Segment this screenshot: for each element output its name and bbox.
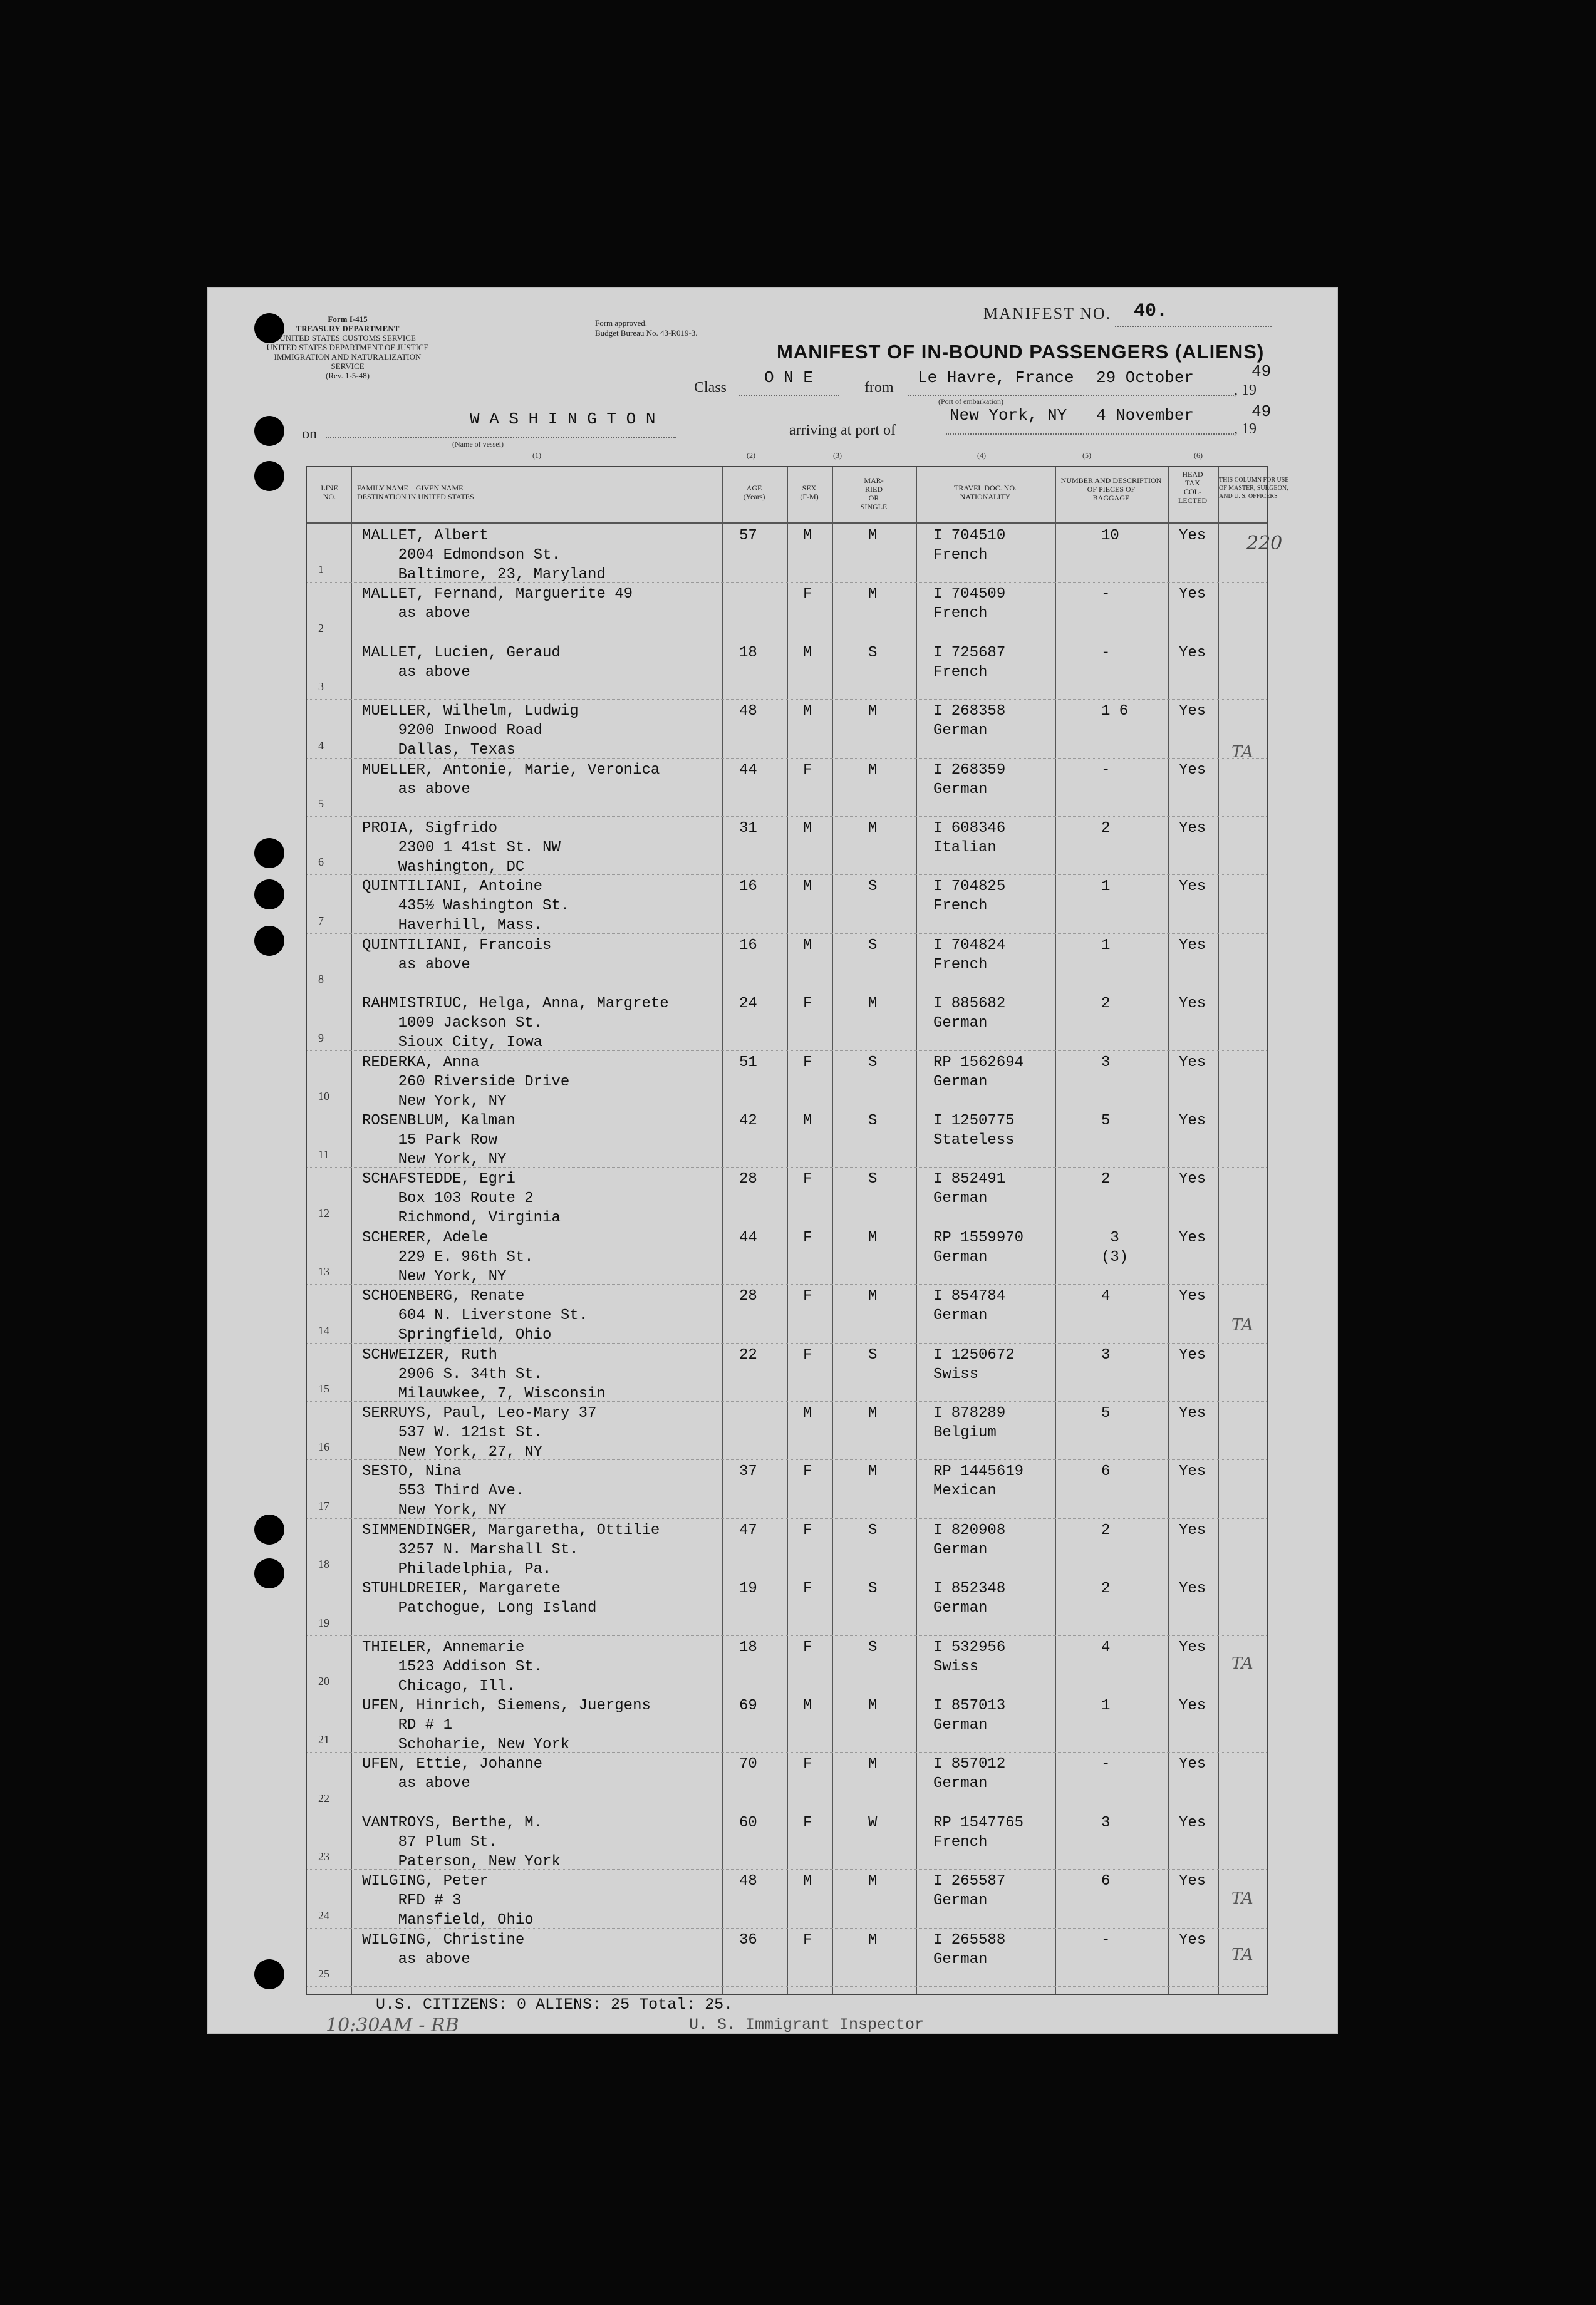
head-tax: Yes [1179, 1112, 1206, 1129]
arrival-port: New York, NY [950, 406, 1067, 425]
baggage-count: 10 [1101, 527, 1119, 544]
passenger-name: STUHLDREIER, Margarete Patchogue, Long Island [362, 1580, 597, 1617]
travel-document: I 532956 Swiss [933, 1639, 1006, 1676]
marital-status: S [868, 1171, 878, 1188]
passenger-name: SERRUYS, Paul, Leo-Mary 37 537 W. 121st St. New York, 27, NY [362, 1405, 597, 1461]
travel-document: I 854784 German [933, 1288, 1006, 1325]
revision: (Rev. 1-5-48) [326, 371, 370, 380]
line-number: 5 [318, 797, 324, 810]
officer-notes: 220 [1246, 532, 1283, 554]
line-number: 23 [318, 1850, 329, 1863]
travel-document: RP 1547765 French [933, 1814, 1024, 1851]
travel-document: I 725687 French [933, 644, 1006, 681]
from-port: Le Havre, France [918, 368, 1074, 387]
passenger-age: 36 [739, 1931, 757, 1949]
table-row [307, 1869, 1267, 1928]
col-num-6: (6) [1194, 451, 1203, 460]
passenger-age: 19 [739, 1580, 757, 1598]
baggage-count: 1 [1101, 1697, 1111, 1714]
passenger-name: WILGING, Peter RFD # 3 Mansfield, Ohio [362, 1873, 534, 1929]
marital-status: M [868, 995, 878, 1013]
head-tax: Yes [1179, 1873, 1206, 1890]
passenger-sex: F [803, 1229, 812, 1246]
head-tax: Yes [1179, 1463, 1206, 1481]
passenger-age: 16 [739, 936, 757, 954]
table-row [307, 1518, 1267, 1577]
passenger-age: 60 [739, 1814, 757, 1831]
line-number: 24 [318, 1909, 329, 1922]
line-number: 17 [318, 1499, 329, 1512]
form-approval [595, 318, 698, 338]
travel-document: I 268359 German [933, 761, 1006, 798]
passenger-name: UFEN, Hinrich, Siemens, Juergens RD # 1 Schoharie, New York [362, 1697, 651, 1753]
passenger-sex: F [803, 1171, 812, 1188]
col-num-4: (4) [977, 451, 986, 460]
handwritten-ta: TA [1231, 1316, 1253, 1335]
passenger-sex: F [803, 1814, 812, 1831]
passenger-name: SCHWEIZER, Ruth 2906 S. 34th St. Milauwkee, 7, Wisconsin [362, 1346, 606, 1402]
document-title: MANIFEST OF IN-BOUND PASSENGERS (ALIENS) [777, 341, 1265, 363]
baggage-count: 5 [1101, 1112, 1111, 1129]
table-row [307, 1459, 1267, 1518]
passenger-sex: F [803, 1580, 812, 1598]
passenger-name: ROSENBLUM, Kalman 15 Park Row New York, NY [362, 1112, 516, 1168]
marital-status: S [868, 1521, 878, 1539]
head-tax: Yes [1179, 1580, 1206, 1598]
passenger-name: SCHERER, Adele 229 E. 96th St. New York, NY [362, 1229, 534, 1285]
travel-document: I 857012 German [933, 1756, 1006, 1793]
passenger-sex: M [803, 644, 812, 661]
table-row [307, 1050, 1267, 1109]
table-row [307, 699, 1267, 758]
passenger-sex: F [803, 1931, 812, 1949]
form-approved: Form approved. [595, 318, 648, 328]
passenger-name: RAHMISTRIUC, Helga, Anna, Margrete 1009 Jackson St. Sioux City, Iowa [362, 995, 669, 1052]
head-tax: Yes [1179, 761, 1206, 779]
summary-line: U.S. CITIZENS: 0 ALIENS: 25 Total: 25. [376, 1996, 733, 2014]
head-tax: Yes [1179, 1931, 1206, 1949]
passenger-name: WILGING, Christine as above [362, 1931, 525, 1968]
line-number: 7 [318, 914, 324, 927]
passenger-age: 37 [739, 1463, 757, 1481]
passenger-sex: F [803, 1521, 812, 1539]
travel-document: I 852491 German [933, 1171, 1006, 1208]
line-number: 22 [318, 1791, 329, 1805]
table-row [307, 582, 1267, 641]
passenger-name: UFEN, Ettie, Johanne as above [362, 1756, 543, 1793]
head-tax: Yes [1179, 1229, 1206, 1246]
passenger-sex: M [803, 1112, 812, 1129]
table-row [307, 524, 1283, 583]
passenger-sex: M [803, 1873, 812, 1890]
travel-document: RP 1559970 German [933, 1229, 1024, 1266]
table-body [307, 524, 1283, 1994]
baggage-count: 2 [1101, 1171, 1111, 1188]
head-tax: Yes [1179, 1639, 1206, 1656]
line-number: 9 [318, 1031, 324, 1044]
table-row [307, 874, 1267, 933]
punch-hole [254, 1959, 284, 1989]
marital-status: S [868, 1580, 878, 1598]
col-married-header: MAR- RIED OR SINGLE [860, 476, 888, 511]
head-tax: Yes [1179, 1814, 1206, 1831]
table-row [307, 1167, 1267, 1226]
head-tax: Yes [1179, 1405, 1206, 1422]
col-officers-header: THIS COLUMN FOR USE OF MASTER, SURGEON, AND U. S. OFFICERS [1219, 477, 1289, 500]
baggage-count: 2 [1101, 820, 1111, 837]
passenger-sex: M [803, 1405, 812, 1422]
travel-document: I 852348 German [933, 1580, 1006, 1617]
travel-document: RP 1562694 German [933, 1054, 1024, 1090]
handwritten-ta: TA [1231, 1654, 1253, 1673]
table-row [307, 1635, 1267, 1694]
from-label: from [864, 380, 894, 396]
baggage-count: 6 [1101, 1873, 1111, 1890]
passenger-age: 24 [739, 995, 757, 1013]
table-row [307, 1401, 1267, 1460]
marital-status: M [868, 703, 878, 720]
inspector-signature-line: U. S. Immigrant Inspector [689, 2016, 925, 2034]
line-number: 18 [318, 1558, 329, 1571]
baggage-count: 3 (3) [1101, 1229, 1129, 1266]
marital-status: M [868, 1931, 878, 1949]
line-number: 2 [318, 621, 324, 635]
class-value: O N E [764, 368, 814, 387]
passenger-sex: M [803, 820, 812, 837]
baggage-count: 2 [1101, 995, 1111, 1013]
marital-status: M [868, 586, 878, 603]
head-tax: Yes [1179, 586, 1206, 603]
passenger-name: MUELLER, Wilhelm, Ludwig 9200 Inwood Road Dallas, Texas [362, 703, 579, 759]
agency-header [263, 314, 432, 380]
punch-hole [254, 1558, 284, 1588]
head-tax: Yes [1179, 703, 1206, 720]
travel-document: I 1250775 Stateless [933, 1112, 1015, 1149]
head-tax: Yes [1179, 1054, 1206, 1071]
table-row [307, 1694, 1267, 1753]
line-number: 19 [318, 1616, 329, 1629]
line-number: 3 [318, 680, 324, 693]
line-number: 21 [318, 1733, 329, 1746]
arrival-year: 49 [1251, 402, 1272, 421]
handwritten-ta: TA [1231, 743, 1253, 762]
manifest-sheet [207, 287, 1338, 2034]
passenger-age: 57 [739, 527, 757, 544]
line-number: 12 [318, 1206, 329, 1220]
passenger-age: 51 [739, 1054, 757, 1071]
col-line-header: LINE NO. [321, 484, 338, 501]
head-tax: Yes [1179, 527, 1206, 544]
passenger-sex: F [803, 586, 812, 603]
line-number: 4 [318, 738, 324, 752]
passenger-name: MALLET, Lucien, Geraud as above [362, 644, 561, 681]
marital-status: M [868, 1229, 878, 1246]
marital-status: M [868, 1405, 878, 1422]
passenger-name: MALLET, Albert 2004 Edmondson St. Baltimore, 23, Maryland [362, 527, 606, 583]
col-age-header: AGE (Years) [743, 484, 765, 501]
marital-status: S [868, 1054, 878, 1071]
baggage-count: - [1101, 586, 1111, 603]
marital-status: S [868, 936, 878, 954]
passenger-name: SIMMENDINGER, Margaretha, Ottilie 3257 N. Marshall St. Philadelphia, Pa. [362, 1521, 660, 1578]
head-tax: Yes [1179, 820, 1206, 837]
passenger-name: QUINTILIANI, Antoine 435½ Washington St. Haverhill, Mass. [362, 878, 570, 935]
passenger-name: QUINTILIANI, Francois as above [362, 936, 552, 973]
table-row [307, 1109, 1267, 1168]
travel-document: I 704510 French [933, 527, 1006, 564]
marital-status: S [868, 878, 878, 896]
travel-document: I 704825 French [933, 878, 1006, 915]
line-number: 13 [318, 1265, 329, 1278]
table-row [307, 816, 1267, 875]
handwritten-ta: TA [1231, 1889, 1253, 1908]
col-tax-header: HEAD TAX COL- LECTED [1178, 470, 1207, 505]
passenger-sex: M [803, 1697, 812, 1714]
marital-status: S [868, 644, 878, 661]
baggage-count: 4 [1101, 1288, 1111, 1305]
line-number: 20 [318, 1674, 329, 1687]
marital-status: S [868, 1112, 878, 1129]
marital-status: M [868, 527, 878, 544]
table-row [307, 1752, 1267, 1811]
line-number: 6 [318, 856, 324, 869]
ins-service: IMMIGRATION AND NATURALIZATION SERVICE [274, 352, 422, 371]
punch-hole [254, 926, 284, 956]
punch-hole [254, 879, 284, 909]
marital-status: M [868, 1756, 878, 1773]
travel-document: I 1250672 Swiss [933, 1346, 1015, 1383]
baggage-count: 3 [1101, 1814, 1111, 1831]
passenger-age: 28 [739, 1171, 757, 1188]
table-row [307, 992, 1267, 1050]
departure-date: 29 October [1096, 368, 1194, 387]
line-number: 25 [318, 1967, 329, 1980]
head-tax: Yes [1179, 1346, 1206, 1364]
head-tax: Yes [1179, 1756, 1206, 1773]
passenger-sex: F [803, 1054, 812, 1071]
passenger-sex: F [803, 761, 812, 779]
table-row [307, 1577, 1267, 1635]
year-prefix: , 19 [1234, 382, 1257, 398]
baggage-count: 5 [1101, 1405, 1111, 1422]
marital-status: M [868, 1288, 878, 1305]
travel-document: I 608346 Italian [933, 820, 1006, 856]
table-row [307, 1928, 1267, 1987]
baggage-count: 1 6 [1101, 703, 1129, 720]
punch-hole [254, 838, 284, 868]
punch-hole [254, 461, 284, 491]
year-prefix-2: , 19 [1234, 421, 1257, 437]
col-baggage-header: NUMBER AND DESCRIPTION OF PIECES OF BAGGAGE [1060, 476, 1162, 502]
passenger-age: 18 [739, 1639, 757, 1656]
passenger-age: 70 [739, 1756, 757, 1773]
passenger-name: SCHOENBERG, Renate 604 N. Liverstone St. Springfield, Ohio [362, 1288, 588, 1344]
on-label: on [302, 426, 317, 442]
manifest-number: 40. [1134, 301, 1168, 322]
marital-status: S [868, 1639, 878, 1656]
passenger-age: 16 [739, 878, 757, 896]
marital-status: M [868, 1697, 878, 1714]
head-tax: Yes [1179, 1288, 1206, 1305]
marital-status: W [868, 1814, 878, 1831]
baggage-count: 3 [1101, 1346, 1111, 1364]
baggage-count: - [1101, 1931, 1111, 1949]
passenger-sex: M [803, 703, 812, 720]
passenger-sex: F [803, 995, 812, 1013]
passenger-age: 44 [739, 761, 757, 779]
passenger-name: MUELLER, Antonie, Marie, Veronica as above [362, 761, 660, 798]
passenger-name: REDERKA, Anna 260 Riverside Drive New York, NY [362, 1054, 570, 1110]
arrival-date: 4 November [1096, 406, 1194, 425]
passenger-age: 48 [739, 1873, 757, 1890]
line-number: 11 [318, 1148, 329, 1161]
passenger-age: 28 [739, 1288, 757, 1305]
col-num-2: (2) [747, 451, 755, 460]
baggage-count: 1 [1101, 878, 1111, 896]
table-row [307, 1811, 1267, 1870]
passenger-name: SESTO, Nina 553 Third Ave. New York, NY [362, 1463, 525, 1520]
arriving-label: arriving at port of [789, 422, 896, 438]
class-label: Class [694, 380, 727, 396]
head-tax: Yes [1179, 644, 1206, 661]
head-tax: Yes [1179, 1697, 1206, 1714]
arrival-time-note: 10:30AM - RB [326, 2014, 459, 2036]
passenger-age: 22 [739, 1346, 757, 1364]
vessel-name-label: (Name of vessel) [452, 440, 504, 448]
passenger-sex: M [803, 527, 812, 544]
punch-hole [254, 416, 284, 446]
travel-document: I 265588 German [933, 1931, 1006, 1968]
line-number: 15 [318, 1382, 329, 1395]
passenger-sex: M [803, 936, 812, 954]
col-num-1: (1) [532, 451, 541, 460]
passenger-name: THIELER, Annemarie 1523 Addison St. Chicago, Ill. [362, 1639, 543, 1695]
col-travel-header: TRAVEL DOC. NO. NATIONALITY [953, 484, 1017, 501]
table-row [307, 1343, 1267, 1402]
manifest-label: MANIFEST NO. [983, 304, 1112, 323]
line-number: 8 [318, 973, 324, 986]
passenger-sex: M [803, 878, 812, 896]
table-row [307, 1226, 1267, 1285]
travel-document: I 857013 German [933, 1697, 1006, 1734]
table-row [307, 641, 1267, 700]
punch-hole [254, 1515, 284, 1545]
passenger-age: 42 [739, 1112, 757, 1129]
departure-year: 49 [1251, 362, 1272, 381]
passenger-age: 48 [739, 703, 757, 720]
passenger-sex: F [803, 1288, 812, 1305]
col-num-5: (5) [1082, 451, 1091, 460]
port-embarkation-label: (Port of embarkation) [938, 397, 1003, 406]
form-number: Form I-415 [328, 314, 368, 324]
baggage-count: 3 [1101, 1054, 1111, 1071]
passenger-sex: F [803, 1463, 812, 1481]
line-number: 10 [318, 1089, 329, 1102]
baggage-count: 2 [1101, 1580, 1111, 1598]
baggage-count: 1 [1101, 936, 1111, 954]
passenger-name: PROIA, Sigfrido 2300 1 41st St. NW Washington, DC [362, 820, 561, 876]
passenger-age: 47 [739, 1521, 757, 1539]
baggage-count: - [1101, 644, 1111, 661]
travel-document: I 265587 German [933, 1873, 1006, 1910]
head-tax: Yes [1179, 936, 1206, 954]
passenger-name: VANTROYS, Berthe, M. 87 Plum St. Paterson, New York [362, 1814, 561, 1870]
passenger-age: 31 [739, 820, 757, 837]
table-row [307, 758, 1267, 817]
col-sex-header: SEX (F-M) [800, 484, 819, 501]
baggage-count: - [1101, 761, 1111, 779]
passenger-name: SCHAFSTEDDE, Egri Box 103 Route 2 Richmond, Virginia [362, 1171, 561, 1227]
travel-document: I 704824 French [933, 936, 1006, 973]
passenger-table [306, 466, 1289, 1995]
marital-status: M [868, 1873, 878, 1890]
marital-status: M [868, 761, 878, 779]
table-row [307, 933, 1267, 992]
travel-document: I 885682 German [933, 995, 1006, 1032]
justice-dept: UNITED STATES DEPARTMENT OF JUSTICE [266, 343, 429, 352]
passenger-age: 69 [739, 1697, 757, 1714]
passenger-sex: F [803, 1756, 812, 1773]
head-tax: Yes [1179, 995, 1206, 1013]
marital-status: M [868, 1463, 878, 1481]
travel-document: I 704509 French [933, 586, 1006, 623]
line-number: 16 [318, 1441, 329, 1454]
customs-service: UNITED STATES CUSTOMS SERVICE [279, 333, 416, 343]
baggage-count: 4 [1101, 1639, 1111, 1656]
handwritten-ta: TA [1231, 1945, 1253, 1964]
travel-document: I 268358 German [933, 703, 1006, 740]
baggage-count: - [1101, 1756, 1111, 1773]
passenger-age: 44 [739, 1229, 757, 1246]
col-num-3: (3) [833, 451, 842, 460]
line-number: 1 [318, 563, 324, 576]
table-row [307, 1284, 1267, 1343]
baggage-count: 2 [1101, 1521, 1111, 1539]
passenger-name: MALLET, Fernand, Marguerite 49 as above [362, 586, 633, 623]
head-tax: Yes [1179, 1521, 1206, 1539]
col-name-header: FAMILY NAME—GIVEN NAME DESTINATION IN UNITED STATES [357, 484, 474, 501]
marital-status: S [868, 1346, 878, 1364]
baggage-count: 6 [1101, 1463, 1111, 1481]
line-number: 14 [318, 1323, 329, 1337]
travel-document: I 878289 Belgium [933, 1405, 1006, 1441]
travel-document: RP 1445619 Mexican [933, 1463, 1024, 1500]
vessel-name: W A S H I N G T O N [470, 410, 656, 428]
marital-status: M [868, 820, 878, 837]
head-tax: Yes [1179, 1171, 1206, 1188]
passenger-age: 18 [739, 644, 757, 661]
travel-document: I 820908 German [933, 1521, 1006, 1558]
head-tax: Yes [1179, 878, 1206, 896]
passenger-sex: F [803, 1639, 812, 1656]
passenger-sex: F [803, 1346, 812, 1364]
budget-bureau: Budget Bureau No. 43-R019-3. [595, 328, 698, 338]
treasury-dept: TREASURY DEPARTMENT [296, 324, 400, 333]
